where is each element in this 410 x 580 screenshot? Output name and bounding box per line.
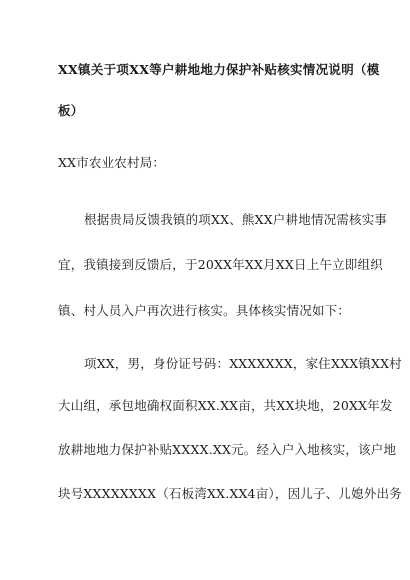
paragraph-2-line-4: 块号XXXXXXXX（石板湾XX.XX4亩），因儿子、儿媳外出务 — [58, 486, 402, 501]
paragraph-1-line-1: 根据贵局反馈我镇的项XX、熊XX户耕地情况需核实事 — [84, 212, 388, 227]
paragraph-1-line-2: 宜，我镇接到反馈后，于20XX年XX月XX日上午立即组织 — [58, 257, 383, 272]
paragraph-1-line-3: 镇、村人员入户再次进行核实。具体核实情况如下： — [58, 303, 351, 318]
salutation: XX市农业农村局： — [58, 155, 166, 170]
paragraph-2-line-3: 放耕地地力保护补贴XXXX.XX元。经入户入地核实，该户地 — [58, 442, 397, 457]
paragraph-2-line-2: 大山组，承包地确权面积XX.XX亩，共XX块地，20XX年发 — [58, 398, 393, 413]
document-title-line-2: 板） — [58, 103, 84, 118]
document-title-line-1: XX镇关于项XX等户耕地地力保护补贴核实情况说明（模 — [58, 62, 380, 77]
paragraph-2-line-1: 项XX，男，身份证号码：XXXXXXX，家住XXX镇XX村 — [84, 356, 402, 371]
